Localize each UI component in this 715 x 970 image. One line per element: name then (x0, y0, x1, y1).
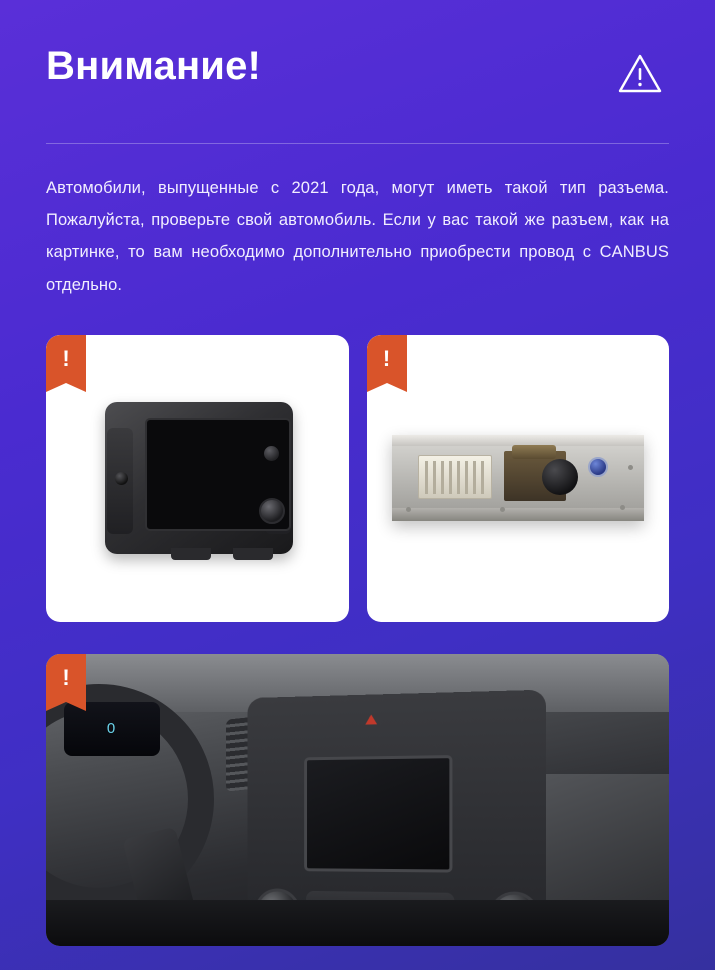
exclamation-badge-icon: ! (46, 654, 86, 702)
header-divider (46, 143, 669, 144)
card-connector-rear (367, 335, 670, 622)
connector-rear-photo (367, 335, 670, 622)
card-head-unit-front (46, 335, 349, 622)
page-title: Внимание! (46, 44, 262, 88)
image-cards-row (46, 335, 669, 622)
exclamation-badge-icon: ! (46, 335, 86, 383)
warning-triangle-icon (617, 52, 663, 101)
car-interior-photo (46, 654, 669, 946)
body-paragraph: Автомобили, выпущенные с 2021 года, могут иметь такой тип разъема. Пожалуйста, проверьте свой автомобиль. Если у вас такой же разъем, как на картинке, то вам необходимо дополнительно приобрести провод с CANBUS отдельно. (46, 179, 669, 294)
instrument-cluster-readout: 0 (64, 702, 160, 756)
hazard-light-icon (364, 712, 378, 724)
head-unit-front-photo (46, 335, 349, 622)
header (46, 44, 669, 101)
exclamation-badge-icon: ! (367, 335, 407, 383)
card-car-interior (46, 654, 669, 946)
